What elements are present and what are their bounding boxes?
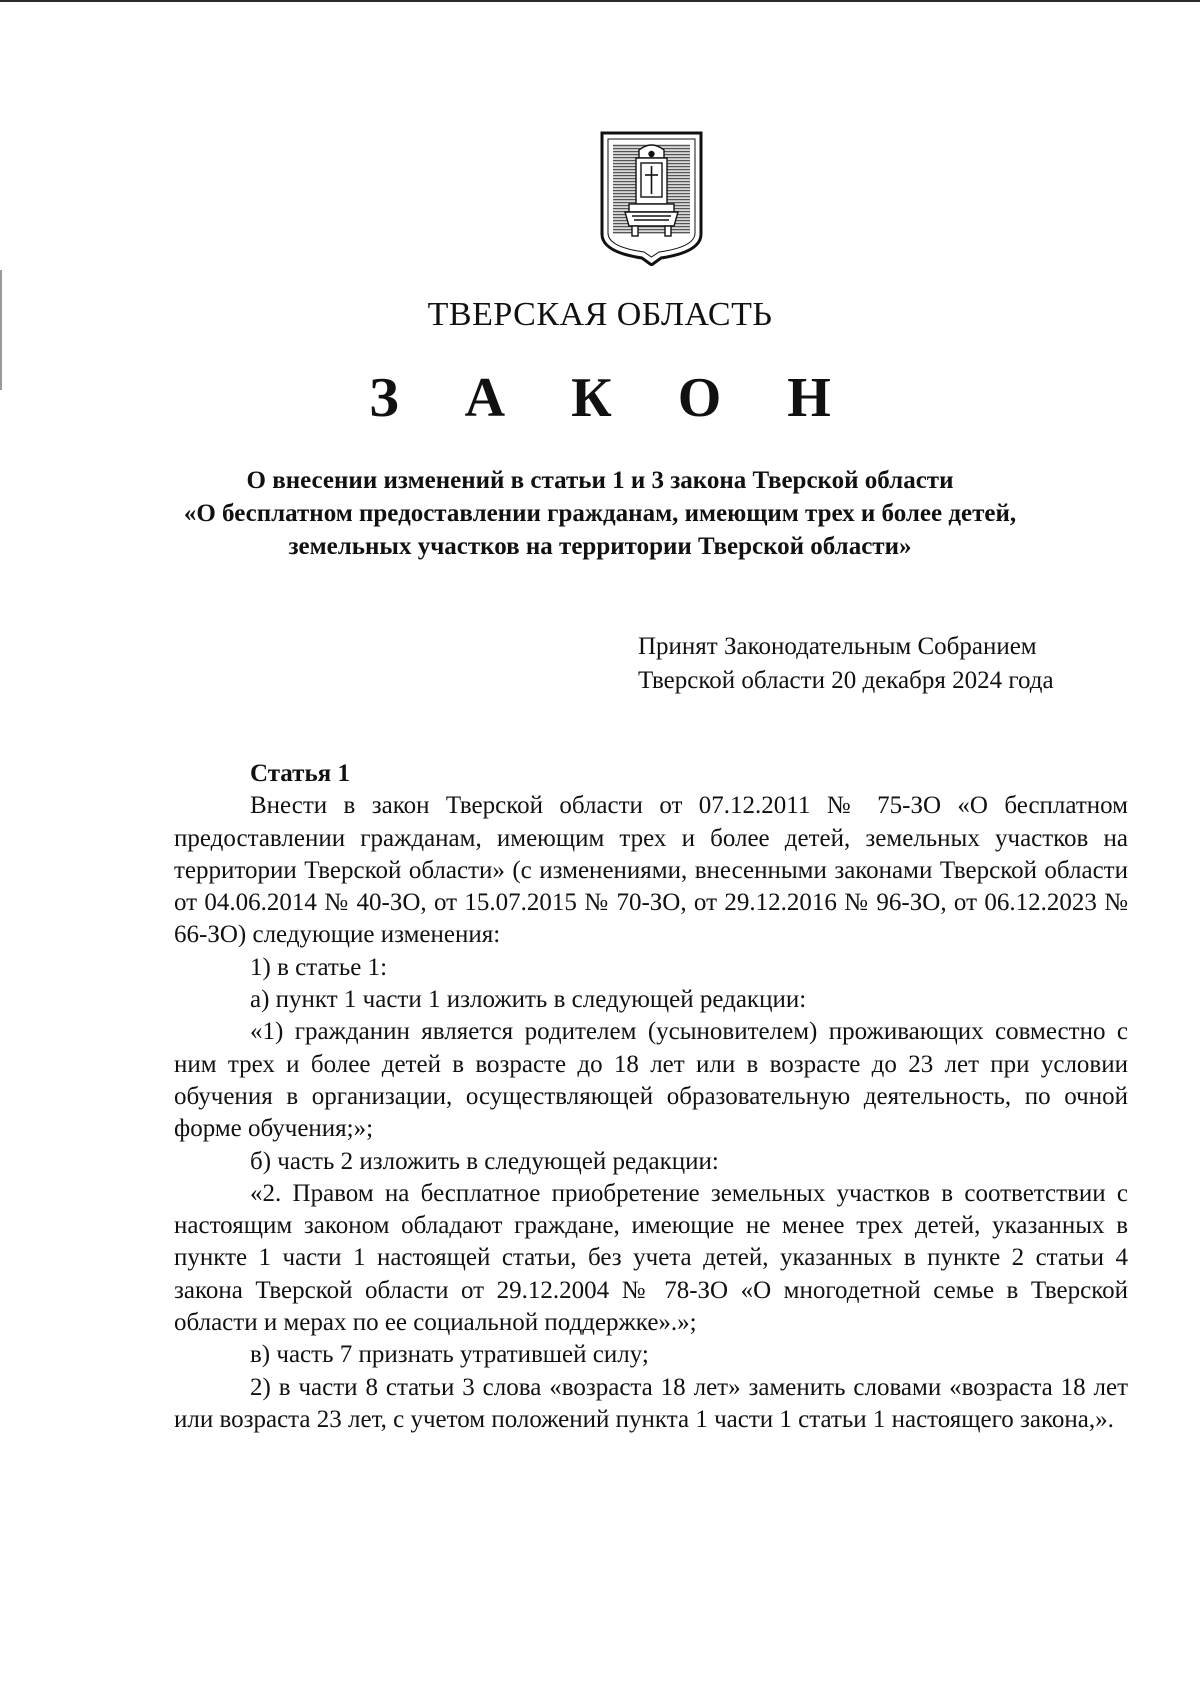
adoption-line: Принят Законодательным Собранием — [638, 633, 1037, 660]
scan-edge-top — [0, 0, 1200, 2]
law-title-line: земельных участков на территории Тверской области» — [288, 533, 912, 560]
article-body — [174, 758, 1128, 1436]
article-paragraph: а) пункт 1 части 1 изложить в следующей редакции: — [250, 986, 807, 1014]
law-title — [100, 464, 1100, 563]
law-title-line: «О бесплатном предоставлении гражданам, имеющим трех и более детей, — [183, 500, 1017, 527]
article-paragraph: «1) гражданин является родителем (усыновителем) проживающих совместно с ним трех и более детей в возрасте до 18 лет или в возрасте до 23 лет при условии обучения в организации, осуществляющей образовательную деятельность, по очной форме обучения;»; — [174, 1018, 1128, 1143]
article-paragraph: «2. Правом на бесплатное приобретение земельных участков в соответствии с настоящим законом обладают граждане, имеющие не менее трех детей, указанных в пункте 1 части 1 настоящей статьи, без учета детей, указанных в пункте 2 статьи 4 закона Тверской области от 29.12.2004 № 78-ЗО «О многодетной семье в Тверской области и мерах по ее социальной поддержке».»; — [174, 1179, 1128, 1337]
article-paragraph: в) часть 7 признать утратившей силу; — [250, 1341, 649, 1369]
article-paragraph: Внести в закон Тверской области от 07.12.2011 № 75-ЗО «О бесплатном предоставлении гражданам, имеющим трех и более детей, земельных участков на территории Тверской области» (с изменениями, внесенными законами Тверской области от 04.06.2014 № 40-ЗО, от 15.07.2015 № 70-ЗО, от 29.12.2016 № 96-ЗО, от 06.12.2023 № 66-ЗО) следующие изменения: — [174, 792, 1128, 949]
tver-coat-of-arms-icon — [599, 130, 704, 266]
article-paragraph: 2) в части 8 статьи 3 слова «возраста 18 лет» заменить словами «возраста 18 лет или возраста 23 лет, с учетом положений пункта 1 части 1 статьи 1 настоящего закона,». — [174, 1373, 1128, 1433]
adoption-note — [638, 630, 1054, 698]
article-paragraph: б) часть 2 изложить в следующей редакции: — [250, 1147, 719, 1175]
region-title: ТВЕРСКАЯ ОБЛАСТЬ — [427, 296, 773, 333]
document-type-heading: З А К О Н — [369, 367, 857, 429]
article-paragraph: 1) в статье 1: — [250, 953, 388, 981]
article-heading: Статья 1 — [250, 760, 350, 787]
law-title-line: О внесении изменений в статьи 1 и 3 закона Тверской области — [246, 467, 954, 494]
adoption-line: Тверской области 20 декабря 2024 года — [638, 667, 1054, 694]
